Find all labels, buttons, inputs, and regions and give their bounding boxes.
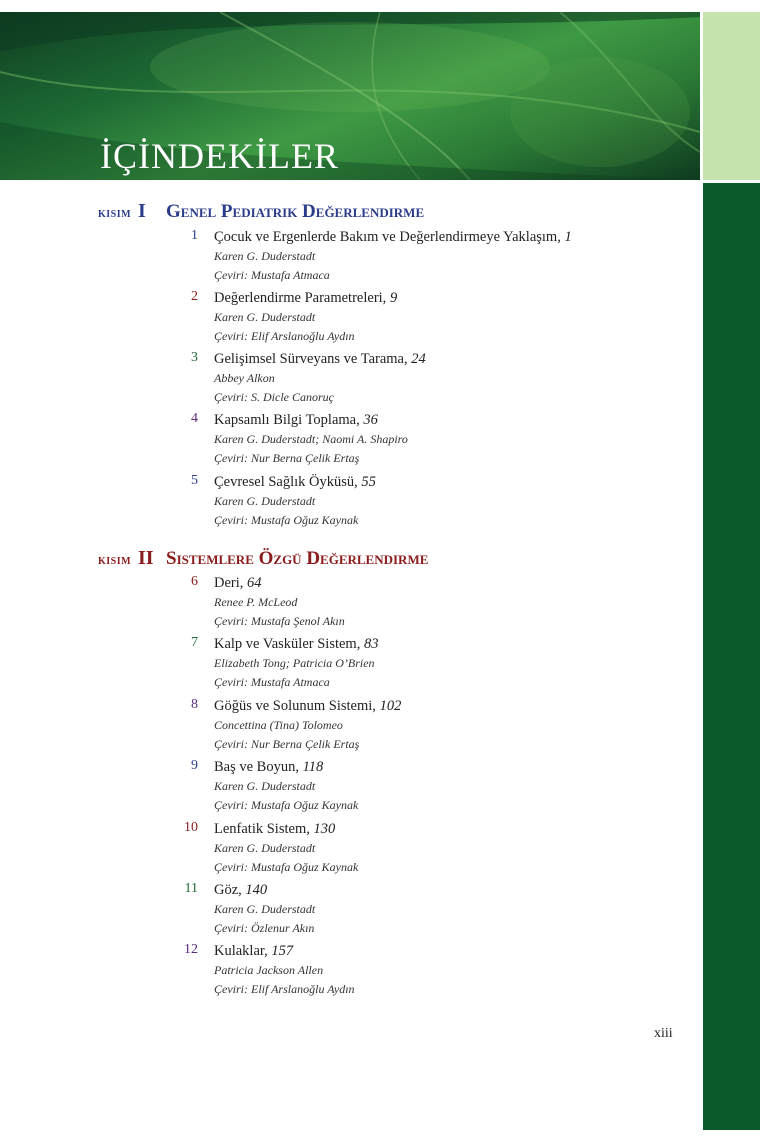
chapter-number: 9	[191, 758, 198, 773]
chapter-title[interactable]: Gelişimsel Sürveyans ve Tarama,	[214, 351, 408, 367]
chapter-translator: Çeviri: Mustafa Şenol Akın	[214, 614, 345, 628]
chapter-title[interactable]: Çocuk ve Ergenlerde Bakım ve Değerlendirmeye Yaklaşım,	[214, 229, 561, 245]
chapter-number: 1	[191, 228, 198, 243]
chapter-page: 1	[564, 229, 572, 245]
chapter-translator: Çeviri: Özlenur Akın	[214, 921, 315, 935]
chapter-title[interactable]: Göğüs ve Solunum Sistemi,	[214, 698, 376, 714]
chapter-number: 10	[184, 820, 198, 835]
chapter-number: 3	[191, 350, 198, 365]
chapter-author: Karen G. Duderstadt	[214, 902, 316, 916]
chapter-number: 4	[191, 411, 198, 426]
chapter-number: 11	[184, 881, 198, 896]
chapter-title[interactable]: Çevresel Sağlık Öyküsü,	[214, 474, 358, 490]
chapter-translator: Çeviri: Nur Berna Çelik Ertaş	[214, 451, 360, 465]
part-title: Sistemlere Özgü Değerlendirme	[166, 548, 429, 569]
chapter-translator: Çeviri: Mustafa Oğuz Kaynak	[214, 860, 359, 874]
chapter-page: 130	[313, 821, 336, 837]
page-title: İÇİNDEKİLER	[100, 136, 339, 176]
chapter-author: Patricia Jackson Allen	[214, 963, 324, 977]
chapter-number: 12	[184, 942, 198, 957]
chapter-title[interactable]: Değerlendirme Parametreleri,	[214, 290, 387, 306]
chapter-page: 102	[379, 698, 402, 714]
chapter-author: Karen G. Duderstadt	[214, 779, 316, 793]
chapter-page: 157	[271, 943, 294, 959]
chapter-author: Karen G. Duderstadt; Naomi A. Shapiro	[214, 432, 408, 446]
chapter-translator: Çeviri: Elif Arslanoğlu Aydın	[214, 982, 355, 996]
chapter-title[interactable]: Kulaklar,	[214, 943, 268, 959]
chapter-title[interactable]: Göz,	[214, 882, 242, 898]
part-label: KISIM	[98, 209, 132, 220]
chapter-author: Karen G. Duderstadt	[214, 841, 316, 855]
part-title: Genel Pediatrik Değerlendirme	[166, 201, 425, 222]
chapter-page: 24	[411, 351, 426, 367]
chapter-number: 6	[191, 574, 198, 589]
chapter-page: 83	[363, 636, 379, 652]
chapter-title[interactable]: Deri,	[214, 575, 244, 591]
chapter-page: 118	[302, 759, 324, 775]
chapter-translator: Çeviri: S. Dicle Canoruç	[214, 390, 334, 404]
chapter-title[interactable]: Lenfatik Sistem,	[214, 821, 310, 837]
chapter-title[interactable]: Kalp ve Vasküler Sistem,	[214, 636, 361, 652]
chapter-page: 64	[247, 575, 262, 591]
part-heading-1	[98, 200, 424, 224]
chapter-page: 140	[245, 882, 268, 898]
chapter-author: Elizabeth Tong; Patricia O’Brien	[214, 656, 375, 670]
page-number: xiii	[654, 1026, 673, 1041]
chapter-translator: Çeviri: Mustafa Oğuz Kaynak	[214, 798, 359, 812]
chapter-translator: Çeviri: Nur Berna Çelik Ertaş	[214, 737, 360, 751]
chapter-translator: Çeviri: Mustafa Oğuz Kaynak	[214, 513, 359, 527]
chapter-author: Karen G. Duderstadt	[214, 494, 316, 508]
chapter-number: 5	[191, 473, 198, 488]
chapter-translator: Çeviri: Elif Arslanoğlu Aydın	[214, 329, 355, 343]
chapter-number: 8	[191, 697, 198, 712]
part-number: I	[138, 200, 146, 222]
chapter-author: Concettina (Tina) Tolomeo	[214, 718, 343, 732]
chapter-number: 7	[191, 635, 198, 650]
chapter-translator: Çeviri: Mustafa Atmaca	[214, 268, 330, 282]
chapter-title[interactable]: Kapsamlı Bilgi Toplama,	[214, 412, 360, 428]
chapter-author: Karen G. Duderstadt	[214, 249, 316, 263]
side-tab-dark	[703, 183, 760, 1130]
chapter-title[interactable]: Baş ve Boyun,	[214, 759, 299, 775]
chapter-author: Renee P. McLeod	[214, 595, 298, 609]
part-number: II	[138, 547, 154, 569]
chapter-translator: Çeviri: Mustafa Atmaca	[214, 675, 330, 689]
chapter-page: 55	[361, 474, 376, 490]
part-heading-2	[98, 547, 428, 571]
chapter-page: 9	[389, 290, 398, 306]
header-banner	[0, 12, 700, 180]
chapter-page: 36	[363, 412, 378, 428]
side-tab-light	[703, 12, 760, 180]
chapter-author: Abbey Alkon	[214, 371, 275, 385]
chapter-number: 2	[191, 289, 198, 304]
part-label: KISIM	[98, 556, 132, 567]
chapter-author: Karen G. Duderstadt	[214, 310, 316, 324]
